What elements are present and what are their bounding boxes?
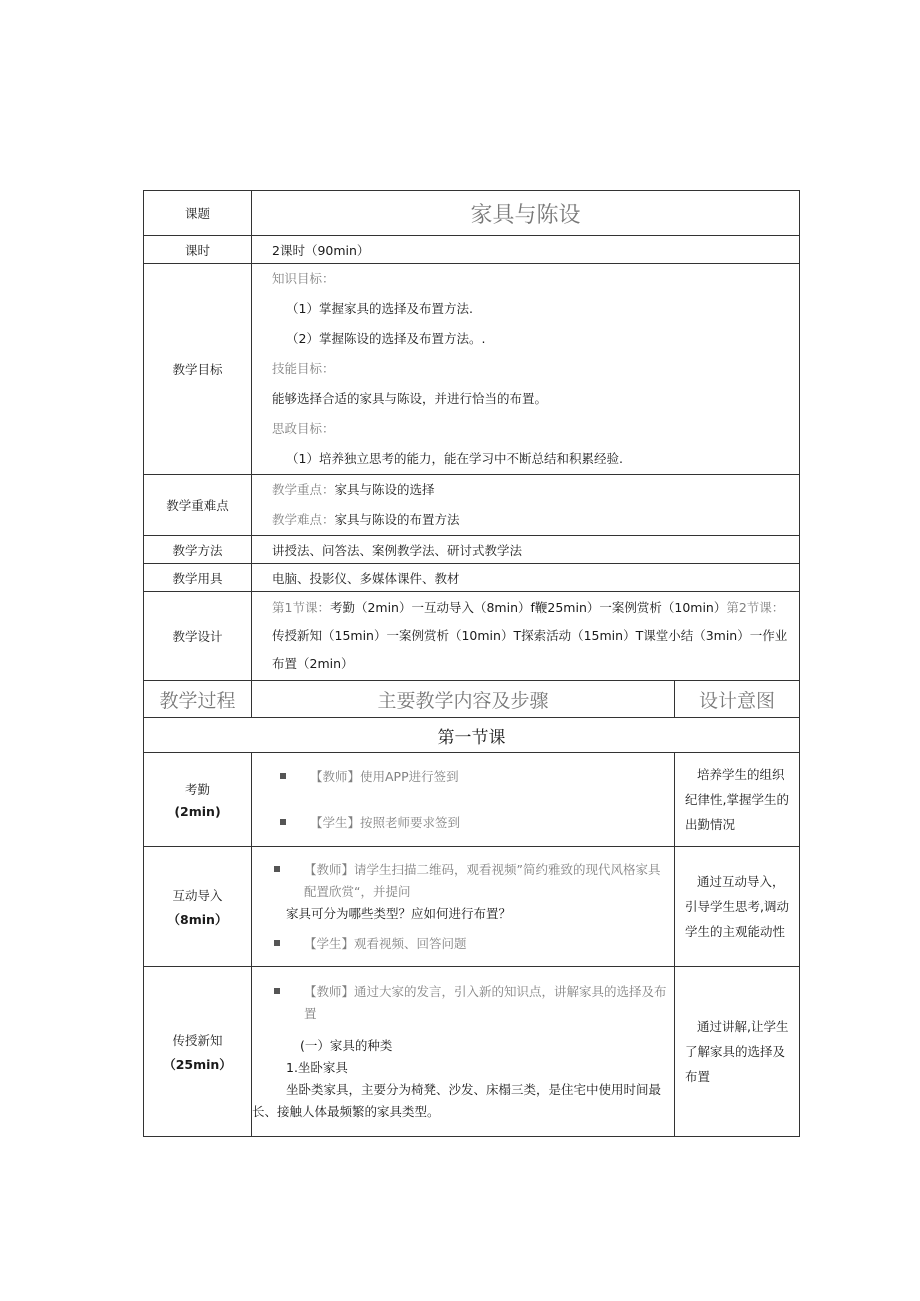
- process-col-intent: 设计意图: [675, 681, 800, 718]
- knowledge-item-2: （2）掌握陈设的选择及布置方法。.: [286, 331, 486, 346]
- stage-cell: [144, 847, 252, 967]
- bullet-square-icon: [274, 988, 280, 994]
- content-cell: [252, 967, 675, 1137]
- difficulty-label: 教学难点：: [272, 512, 335, 527]
- tools-row: [144, 564, 800, 592]
- bullet-square-icon: [280, 819, 286, 825]
- item-text: 1.坐卧家具: [286, 1059, 348, 1075]
- process-row-intro: [144, 847, 800, 967]
- design-row: [144, 592, 800, 681]
- stage-name: 考勤: [184, 782, 210, 797]
- keypoints-label: 教学重难点: [144, 475, 252, 536]
- subject-title: 家具与陈设: [252, 191, 800, 236]
- skill-title: 技能目标：: [272, 361, 335, 376]
- lesson1-label: 第1节课：: [272, 600, 330, 615]
- method-text: 讲授法、问答法、案例教学法、研讨式教学法: [252, 536, 800, 564]
- objectives-content: [252, 264, 800, 475]
- subhead-text: (一）家具的种类: [300, 1037, 393, 1053]
- focus-label: 教学重点：: [272, 482, 335, 497]
- student-text: 【学生】观看视频、回答问题: [304, 935, 467, 951]
- tools-text: 电脑、投影仪、多媒体课件、教材: [252, 564, 800, 592]
- tools-label: 教学用具: [144, 564, 252, 592]
- focus-text: 家具与陈设的选择: [334, 482, 435, 497]
- teacher-text: 【教师】使用APP进行签到: [310, 768, 459, 784]
- intent-cell: 通过互动导入，引导学生思考,调动学生的主观能动性: [675, 847, 800, 967]
- hours-label: 课时: [144, 236, 252, 264]
- keypoints-row: [144, 475, 800, 536]
- bullet-square-icon: [280, 773, 286, 779]
- content-cell: [252, 847, 675, 967]
- design-label: 教学设计: [144, 592, 252, 681]
- stage-duration: （25min）: [163, 1056, 232, 1072]
- subject-label: 课题: [144, 191, 252, 236]
- process-col-stage: 教学过程: [144, 681, 252, 718]
- subject-row: [144, 191, 800, 236]
- section-row: [144, 718, 800, 753]
- lesson2-label: 第2节课：: [726, 600, 785, 615]
- lesson-plan-sheet: [143, 190, 799, 1137]
- bullet-square-icon: [274, 940, 280, 946]
- bullet-item: [274, 859, 668, 903]
- bullet-square-icon: [274, 866, 280, 872]
- knowledge-item-1: （1）掌握家具的选择及布置方法.: [286, 301, 473, 316]
- process-col-content: 主要教学内容及步骤: [252, 681, 675, 718]
- stage-name: 传授新知: [172, 1032, 223, 1048]
- skill-text: 能够选择合适的家具与陈设，并进行恰当的布置。: [272, 391, 548, 406]
- bullet-item: [274, 981, 670, 1025]
- hours-row: [144, 236, 800, 264]
- teacher-text: 【教师】通过大家的发言，引入新的知识点，讲解家具的选择及布置: [304, 983, 667, 1021]
- objectives-label: 教学目标: [144, 264, 252, 475]
- ideology-title: 思政目标：: [272, 421, 335, 436]
- keypoints-content: [252, 475, 800, 536]
- lesson2-text: 传授新知（15min）一案例赏析（10min）T探索活动（15min）T课堂小结（3min）一作业布置（2min）: [272, 628, 788, 671]
- bullet-item: [274, 933, 668, 955]
- hours-value: 2课时（90min）: [252, 236, 800, 264]
- section-title: 第一节课: [144, 718, 800, 753]
- method-row: [144, 536, 800, 564]
- stage-duration: (2min): [174, 804, 221, 819]
- intent-cell: 培养学生的组织纪律性,掌握学生的出勤情况: [675, 753, 800, 847]
- process-row-knowledge: [144, 967, 800, 1137]
- process-row-attendance: [144, 753, 800, 847]
- stage-name: 互动导入: [172, 887, 223, 903]
- student-text: 【学生】按照老师要求签到: [310, 814, 461, 830]
- method-label: 教学方法: [144, 536, 252, 564]
- question-text: 家具可分为哪些类型？应如何进行布置？: [286, 905, 512, 921]
- bullet-item: [280, 812, 668, 834]
- design-content: [252, 592, 800, 681]
- lesson-plan-table: [143, 190, 800, 1137]
- difficulty-text: 家具与陈设的布置方法: [334, 512, 460, 527]
- lesson1-text: 考勤（2min）一互动导入（8min）f鞭25min）一案例赏析（10min）: [329, 600, 727, 615]
- stage-cell: [144, 967, 252, 1137]
- stage-duration: （8min）: [167, 911, 228, 927]
- knowledge-title: 知识目标：: [272, 271, 335, 286]
- ideology-text: （1）培养独立思考的能力，能在学习中不断总结和积累经验.: [286, 451, 623, 466]
- teacher-text: 【教师】请学生扫描二维码，观看视频”简约雅致的现代风格家具配置欣赏“，并提问: [304, 861, 661, 899]
- objectives-row: [144, 264, 800, 475]
- intent-cell: 通过讲解,让学生了解家具的选择及布置: [675, 967, 800, 1137]
- stage-cell: [144, 753, 252, 847]
- process-header-row: [144, 681, 800, 718]
- bullet-item: [280, 766, 668, 788]
- content-cell: [252, 753, 675, 847]
- body-text: 坐卧类家具，主要分为椅凳、沙发、床榻三类，是住宅中使用时间最长、接触人体最频繁的家具类型。: [252, 1081, 662, 1119]
